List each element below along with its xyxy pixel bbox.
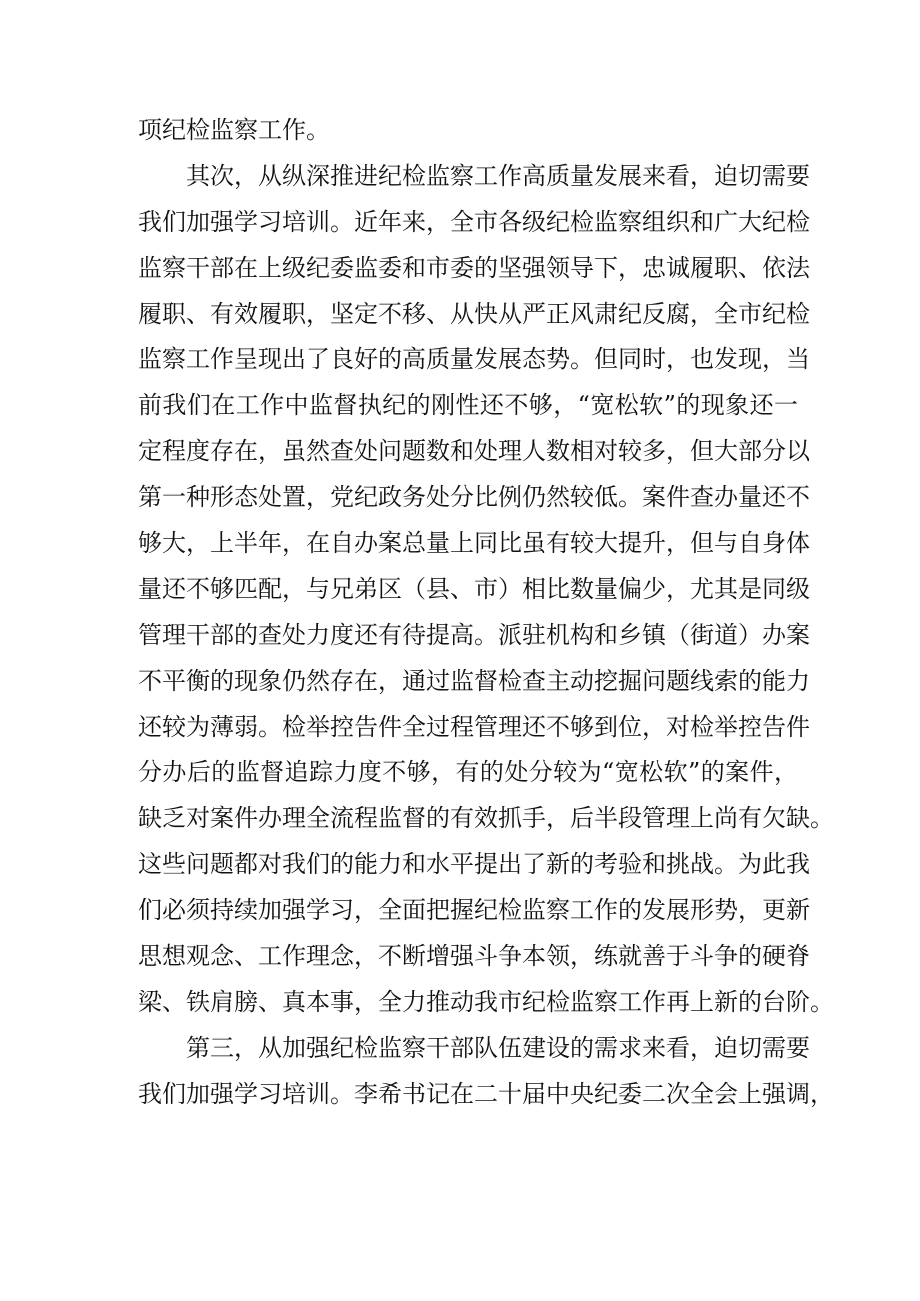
paragraph-line: 第一种形态处置，党纪政务处分比例仍然较低。案件查办量还不	[138, 483, 810, 512]
paragraph-line: 这些问题都对我们的能力和水平提出了新的考验和挑战。为此我	[138, 850, 810, 879]
paragraph-line: 项纪检监察工作。	[138, 116, 330, 144]
paragraph-line: 我们加强学习培训。近年来，全市各级纪检监察组织和广大纪检	[138, 207, 810, 236]
paragraph-line: 监察工作呈现出了良好的高质量发展态势。但同时，也发现，当	[138, 345, 810, 374]
paragraph-line: 履职、有效履职，坚定不移、从快从严正风肃纪反腐，全市纪检	[138, 299, 810, 328]
paragraph-line: 前我们在工作中监督执纪的刚性还不够，“宽松软”的现象还一	[138, 391, 798, 420]
paragraph-line: 分办后的监督追踪力度不够，有的处分较为“宽松软”的案件，	[138, 758, 798, 787]
paragraph-line: 监察干部在上级纪委监委和市委的坚强领导下，忠诚履职、依法	[138, 253, 810, 282]
paragraph-line: 管理干部的查处力度还有待提高。派驻机构和乡镇（街道）办案	[138, 620, 810, 649]
paragraph-line: 思想观念、工作理念，不断增强斗争本领，练就善于斗争的硬脊	[138, 942, 810, 971]
paragraph-line: 缺乏对案件办理全流程监督的有效抓手，后半段管理上尚有欠缺。	[138, 804, 834, 833]
paragraph-line: 不平衡的现象仍然存在，通过监督检查主动挖掘问题线索的能力	[138, 666, 810, 695]
body-text	[138, 108, 834, 1118]
paragraph-line: 够大，上半年，在自办案总量上同比虽有较大提升，但与自身体	[138, 529, 810, 558]
paragraph-line: 定程度存在，虽然查处问题数和处理人数相对较多，但大部分以	[138, 437, 810, 466]
paragraph-line: 其次，从纵深推进纪检监察工作高质量发展来看，迫切需要	[186, 161, 810, 190]
paragraph-line: 量还不够匹配，与兄弟区（县、市）相比数量偏少，尤其是同级	[138, 574, 810, 603]
paragraph-line: 我们加强学习培训。李希书记在二十届中央纪委二次全会上强调，	[138, 1079, 834, 1108]
paragraph-line: 们必须持续加强学习，全面把握纪检监察工作的发展形势，更新	[138, 896, 810, 925]
paragraph-line: 梁、铁肩膀、真本事，全力推动我市纪检监察工作再上新的台阶。	[138, 987, 834, 1016]
paragraph-line: 第三，从加强纪检监察干部队伍建设的需求来看，迫切需要	[186, 1033, 810, 1062]
paragraph-line: 还较为薄弱。检举控告件全过程管理还不够到位，对检举控告件	[138, 712, 810, 741]
